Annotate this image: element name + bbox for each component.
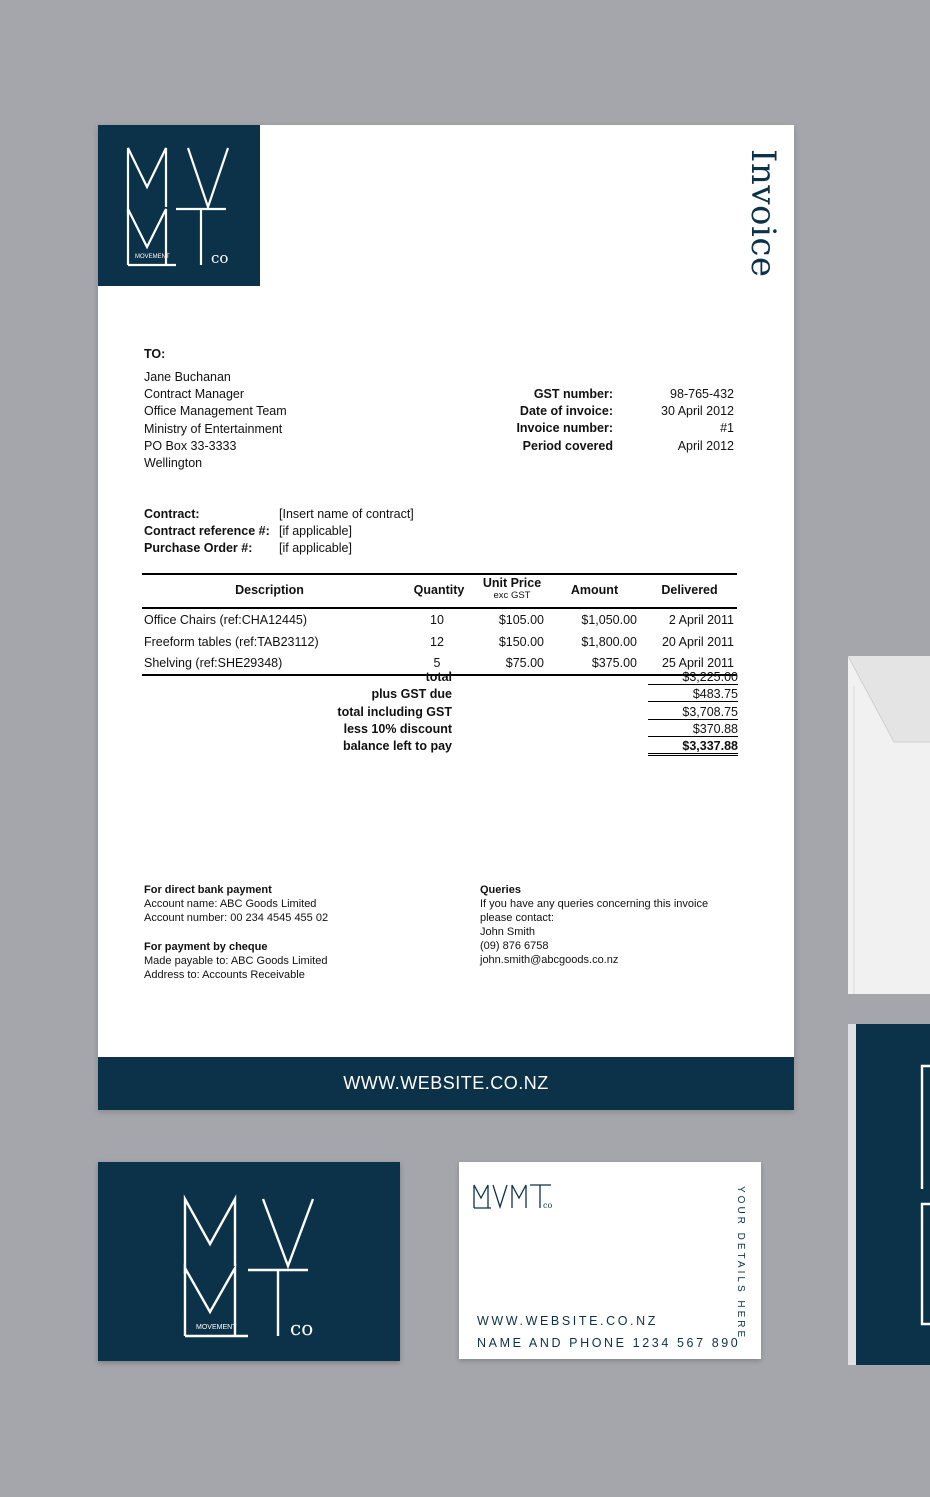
- total-value: $370.88: [648, 722, 738, 737]
- svg-text:co: co: [211, 249, 229, 267]
- presentation-folder: [848, 1024, 930, 1365]
- svg-text:co: co: [290, 1316, 314, 1340]
- queries-line: please contact:: [480, 912, 554, 924]
- table-row: [142, 609, 737, 631]
- total-value: $3,225.00: [648, 670, 738, 685]
- header-description: Description: [235, 583, 304, 597]
- meta-row-date: [498, 403, 734, 420]
- cell-quantity: 5: [433, 656, 441, 670]
- balance-label: balance left to pay: [342, 739, 452, 754]
- cell-description: Freeform tables (ref:TAB23112): [144, 634, 319, 649]
- queries-line: If you have any queries concerning this invoice: [480, 898, 709, 910]
- invoice-title: Invoice: [743, 149, 783, 278]
- header-amount: Amount: [570, 583, 619, 597]
- meta-value: 30 April 2012: [661, 404, 734, 419]
- recipient-line: Ministry of Entertainment: [144, 421, 283, 436]
- cell-unit-price: $75.00: [505, 656, 544, 670]
- card-website: WWW.WEBSITE.CO.NZ: [477, 1314, 658, 1328]
- items-table: [142, 573, 737, 676]
- svg-text:MOVEMENT: MOVEMENT: [135, 254, 170, 260]
- cell-delivered: 2 April 2011: [668, 613, 734, 627]
- total-label: less 10% discount: [343, 721, 452, 736]
- cell-delivered: 25 April 2011: [661, 656, 734, 670]
- envelope-flap-icon: [848, 656, 930, 994]
- header-delivered: Delivered: [661, 583, 718, 597]
- mvmt-logo-icon: [98, 125, 260, 286]
- to-label: TO:: [144, 347, 166, 361]
- cell-description: Shelving (ref:SHE29348): [144, 656, 283, 670]
- contract-row: [144, 523, 414, 540]
- footer-band: [98, 1057, 794, 1110]
- header-unit-price-label: Unit Price: [482, 576, 542, 590]
- balance-value: $3,337.88: [648, 739, 738, 756]
- meta-row-gst: [498, 386, 734, 403]
- bank-heading: For direct bank payment: [144, 884, 272, 896]
- folder-logo-icon: [848, 1024, 930, 1365]
- contract-label: Purchase Order #:: [144, 541, 253, 555]
- cell-unit-price: $105.00: [498, 613, 544, 627]
- bank-line: Account name: ABC Goods Limited: [144, 898, 317, 910]
- contract-label: Contract:: [144, 507, 200, 521]
- meta-row-invoice-number: [498, 420, 734, 437]
- queries-line: John Smith: [480, 926, 536, 938]
- recipient-address: [144, 369, 287, 472]
- queries-line: (09) 876 6758: [480, 940, 549, 952]
- cell-amount: $1,800.00: [581, 634, 637, 649]
- total-label: total including GST: [337, 704, 452, 719]
- invoice-meta: [498, 386, 734, 455]
- cell-quantity: 10: [430, 613, 444, 627]
- header-unit-price-sub: exc GST: [493, 590, 531, 601]
- queries-email: john.smith@abcgoods.co.nz: [480, 954, 619, 966]
- contract-value: [if applicable]: [279, 541, 352, 555]
- envelope: [848, 656, 930, 994]
- queries-heading: Queries: [480, 884, 521, 896]
- meta-value: April 2012: [677, 438, 734, 453]
- invoice-sheet: [98, 125, 794, 1110]
- recipient-line: Office Management Team: [144, 404, 287, 419]
- mvmt-logo-icon: [98, 1162, 400, 1361]
- recipient-line: PO Box 33-3333: [144, 438, 237, 453]
- total-label: total: [425, 670, 452, 684]
- meta-label: GST number:: [533, 387, 613, 401]
- business-card-front: [98, 1162, 400, 1361]
- items-table-header: [142, 573, 737, 609]
- meta-value: #1: [720, 421, 734, 436]
- recipient-line: Contract Manager: [144, 387, 245, 402]
- meta-value: 98-765-432: [670, 387, 734, 401]
- payment-info: [144, 883, 328, 982]
- cell-amount: $375.00: [591, 656, 637, 670]
- meta-label: Date of invoice:: [519, 404, 613, 419]
- total-label: plus GST due: [371, 687, 452, 702]
- cell-quantity: 12: [430, 634, 444, 649]
- queries-info: [480, 883, 708, 967]
- total-value: $483.75: [648, 687, 738, 702]
- total-value: $3,708.75: [648, 705, 738, 720]
- cell-description: Office Chairs (ref:CHA12445): [144, 613, 308, 627]
- mvmt-small-logo-icon: [471, 1180, 581, 1220]
- contract-row: [144, 540, 414, 557]
- footer-website: WWW.WEBSITE.CO.NZ: [343, 1073, 549, 1093]
- contract-value: [Insert name of contract]: [279, 507, 414, 521]
- cheque-line: Made payable to: ABC Goods Limited: [144, 955, 328, 967]
- spacer: [144, 925, 328, 940]
- header-quantity: Quantity: [413, 583, 465, 597]
- recipient-line: Wellington: [144, 456, 203, 471]
- contract-details: [144, 506, 414, 557]
- contract-label: Contract reference #:: [144, 524, 270, 538]
- business-card-back: [459, 1162, 761, 1359]
- card-name-phone: NAME AND PHONE 1234 567 890: [477, 1336, 741, 1350]
- meta-row-period: [498, 438, 734, 455]
- logo-block: [98, 125, 260, 286]
- cell-delivered: 20 April 2011: [661, 634, 734, 649]
- cell-unit-price: $150.00: [498, 634, 544, 649]
- recipient-line: Jane Buchanan: [144, 370, 231, 384]
- cheque-line: Address to: Accounts Receivable: [144, 969, 305, 981]
- vertical-details-text: YOUR DETAILS HERE: [735, 1186, 746, 1341]
- contract-row: [144, 506, 414, 523]
- meta-label: Invoice number:: [516, 421, 613, 436]
- header-unit-price: [472, 576, 552, 601]
- bank-line: Account number: 00 234 4545 455 02: [144, 912, 329, 924]
- table-row: [142, 631, 737, 653]
- cell-amount: $1,050.00: [581, 613, 637, 627]
- contract-value: [if applicable]: [279, 524, 352, 538]
- svg-text:MOVEMENT: MOVEMENT: [196, 1324, 237, 1331]
- svg-text:co: co: [543, 1201, 553, 1210]
- meta-label: Period covered: [522, 438, 613, 453]
- cheque-heading: For payment by cheque: [144, 941, 268, 953]
